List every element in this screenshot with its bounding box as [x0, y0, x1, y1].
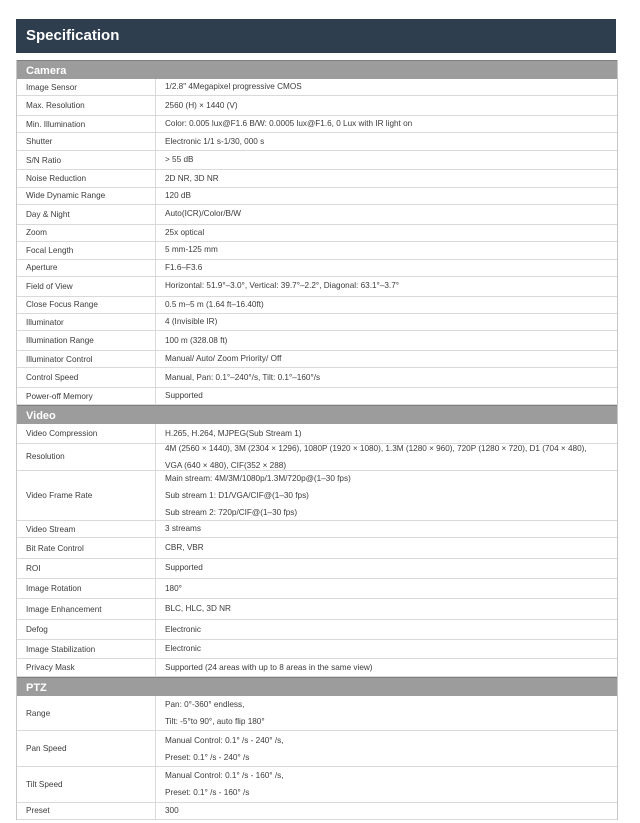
spec-value	[156, 188, 617, 204]
spec-row	[17, 170, 617, 187]
spec-value-line: Color: 0.005 lux@F1.6 B/W: 0.0005 lux@F1.6, 0 Lux with IR light on	[165, 119, 413, 129]
spec-label: Focal Length	[17, 242, 156, 258]
spec-label: Field of View	[17, 277, 156, 296]
spec-row	[17, 205, 617, 225]
spec-value-line: H.265, H.264, MJPEG(Sub Stream 1)	[165, 428, 302, 438]
spec-label: Tilt Speed	[17, 767, 156, 802]
section-heading-ptz: PTZ	[17, 677, 617, 696]
spec-row	[17, 260, 617, 277]
spec-value-line: Supported (24 areas with up to 8 areas in the same view)	[165, 662, 373, 672]
spec-value	[156, 368, 617, 387]
spec-label: Bit Rate Control	[17, 538, 156, 558]
spec-value-line: 2D NR, 3D NR	[165, 173, 219, 183]
spec-label: Range	[17, 696, 156, 731]
spec-value	[156, 151, 617, 170]
spec-value	[156, 260, 617, 276]
spec-value-line: Supported	[165, 391, 203, 401]
spec-table	[16, 60, 618, 820]
spec-value	[156, 620, 617, 639]
spec-row	[17, 659, 617, 676]
spec-value-line: 25x optical	[165, 227, 205, 237]
spec-value-line: Sub stream 2: 720p/CIF@(1–30 fps)	[165, 507, 298, 517]
spec-label: Video Stream	[17, 521, 156, 537]
spec-value	[156, 388, 617, 404]
spec-value-line: Preset: 0.1° /s - 240° /s	[165, 752, 250, 762]
spec-value	[156, 277, 617, 296]
spec-value	[156, 579, 617, 599]
spec-row	[17, 351, 617, 368]
spec-row	[17, 579, 617, 600]
spec-row	[17, 388, 617, 405]
spec-label: Image Stabilization	[17, 640, 156, 659]
spec-row	[17, 521, 617, 538]
spec-row	[17, 188, 617, 205]
spec-value-line: 4M (2560 × 1440), 3M (2304 × 1296), 1080P (1920 × 1080), 1.3M (1280 × 960), 720P (1280 × 720), D1 (704 × 480),	[165, 443, 587, 453]
spec-label: Preset	[17, 803, 156, 819]
spec-row	[17, 538, 617, 559]
spec-value-line: Manual, Pan: 0.1°–240°/s, Tilt: 0.1°–160°/s	[165, 372, 321, 382]
spec-value-line: Horizontal: 51.9°–3.0°, Vertical: 39.7°–2.2°, Diagonal: 63.1°–3.7°	[165, 281, 400, 291]
spec-value-line: VGA (640 × 480), CIF(352 × 288)	[165, 460, 287, 470]
spec-value	[156, 205, 617, 224]
spec-value	[156, 538, 617, 558]
spec-value	[156, 79, 617, 95]
spec-label: Video Frame Rate	[17, 471, 156, 520]
spec-row	[17, 79, 617, 96]
spec-row	[17, 599, 617, 620]
spec-value	[156, 559, 617, 578]
spec-label: Image Enhancement	[17, 599, 156, 619]
spec-value-line: 300	[165, 805, 179, 815]
spec-label: Image Rotation	[17, 579, 156, 599]
spec-label: Video Compression	[17, 424, 156, 443]
spec-value-line: Manual/ Auto/ Zoom Priority/ Off	[165, 354, 282, 364]
spec-value-line: 120 dB	[165, 190, 191, 200]
spec-value	[156, 659, 617, 675]
spec-row	[17, 297, 617, 314]
spec-label: Close Focus Range	[17, 297, 156, 313]
spec-value	[156, 471, 617, 520]
spec-value	[156, 314, 617, 330]
spec-label: Defog	[17, 620, 156, 639]
spec-row	[17, 133, 617, 150]
spec-label: Noise Reduction	[17, 170, 156, 186]
spec-label: Shutter	[17, 133, 156, 149]
spec-label: Illuminator Control	[17, 351, 156, 367]
spec-value-line: 1/2.8" 4Megapixel progressive CMOS	[165, 82, 302, 92]
spec-value-line: Electronic 1/1 s-1/30, 000 s	[165, 136, 265, 146]
spec-value-line: CBR, VBR	[165, 543, 204, 553]
spec-row	[17, 471, 617, 521]
spec-value-line: Tilt: -5°to 90°, auto flip 180°	[165, 717, 265, 727]
spec-label: ROI	[17, 559, 156, 578]
spec-value	[156, 116, 617, 132]
spec-row	[17, 444, 617, 471]
spec-row	[17, 731, 617, 767]
spec-value-line: 100 m (328.08 ft)	[165, 335, 228, 345]
spec-value-line: Manual Control: 0.1° /s - 240° /s,	[165, 735, 284, 745]
spec-value	[156, 242, 617, 258]
spec-value-line: F1.6–F3.6	[165, 262, 203, 272]
spec-row	[17, 225, 617, 242]
page-title: Specification	[16, 19, 616, 53]
spec-value	[156, 170, 617, 186]
spec-value-line: Main stream: 4M/3M/1080p/1.3M/720p@(1–30 fps)	[165, 473, 351, 483]
spec-value	[156, 640, 617, 659]
spec-value-line: Electronic	[165, 644, 201, 654]
spec-label: Privacy Mask	[17, 659, 156, 675]
spec-value-line: 180°	[165, 583, 182, 593]
spec-label: Max. Resolution	[17, 96, 156, 115]
spec-label: Illuminator	[17, 314, 156, 330]
spec-value	[156, 225, 617, 241]
spec-label: S/N Ratio	[17, 151, 156, 170]
spec-value	[156, 767, 617, 802]
spec-value	[156, 803, 617, 819]
spec-value-line: 2560 (H) × 1440 (V)	[165, 100, 238, 110]
spec-label: Aperture	[17, 260, 156, 276]
spec-row	[17, 640, 617, 660]
spec-value	[156, 444, 617, 470]
spec-label: Day & Night	[17, 205, 156, 224]
spec-value	[156, 297, 617, 313]
spec-row	[17, 368, 617, 388]
spec-value-line: Pan: 0°-360° endless,	[165, 700, 245, 710]
spec-row	[17, 559, 617, 579]
spec-value-line: > 55 dB	[165, 155, 194, 165]
spec-row	[17, 151, 617, 171]
spec-value-line: 0.5 m–5 m (1.64 ft–16.40ft)	[165, 299, 264, 309]
spec-value	[156, 133, 617, 149]
spec-value	[156, 731, 617, 766]
spec-row	[17, 620, 617, 640]
spec-label: Control Speed	[17, 368, 156, 387]
spec-value-line: Electronic	[165, 624, 201, 634]
spec-label: Pan Speed	[17, 731, 156, 766]
spec-row	[17, 803, 617, 820]
spec-value	[156, 96, 617, 115]
spec-label: Illumination Range	[17, 331, 156, 350]
spec-value	[156, 599, 617, 619]
spec-value-line: Auto(ICR)/Color/B/W	[165, 209, 241, 219]
spec-value	[156, 351, 617, 367]
spec-value-line: 3 streams	[165, 524, 201, 534]
spec-row	[17, 96, 617, 116]
spec-value-line: Sub stream 1: D1/VGA/CIF@(1–30 fps)	[165, 490, 309, 500]
spec-value-line: 5 mm-125 mm	[165, 245, 218, 255]
spec-label: Power-off Memory	[17, 388, 156, 404]
spec-row	[17, 277, 617, 297]
spec-value	[156, 331, 617, 350]
spec-row	[17, 116, 617, 133]
spec-row	[17, 331, 617, 351]
spec-row	[17, 314, 617, 331]
spec-row	[17, 696, 617, 732]
spec-label: Zoom	[17, 225, 156, 241]
spec-label: Resolution	[17, 444, 156, 470]
spec-label: Image Sensor	[17, 79, 156, 95]
spec-value	[156, 696, 617, 731]
spec-value-line: Manual Control: 0.1° /s - 160° /s,	[165, 771, 284, 781]
spec-value-line: BLC, HLC, 3D NR	[165, 604, 231, 614]
section-heading-camera: Camera	[17, 60, 617, 79]
section-heading-video: Video	[17, 405, 617, 424]
spec-label: Wide Dynamic Range	[17, 188, 156, 204]
spec-value-line: 4 (Invisible IR)	[165, 317, 218, 327]
spec-label: Min. Illumination	[17, 116, 156, 132]
spec-value-line: Preset: 0.1° /s - 160° /s	[165, 788, 250, 798]
spec-row	[17, 242, 617, 259]
spec-value-line: Supported	[165, 563, 203, 573]
spec-value	[156, 521, 617, 537]
spec-row	[17, 767, 617, 803]
